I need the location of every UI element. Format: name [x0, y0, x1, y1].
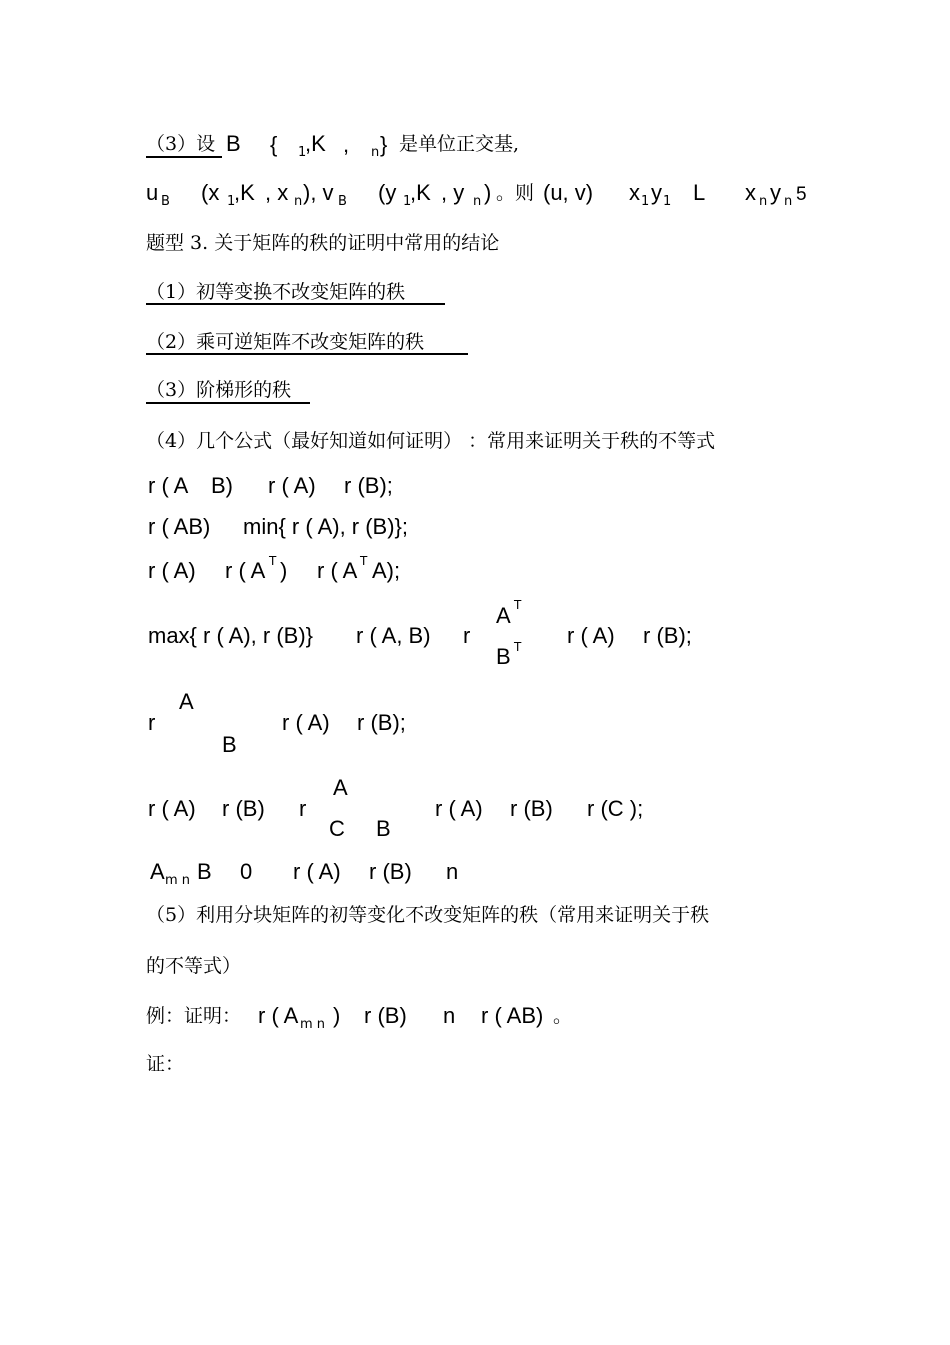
f4-top: A	[496, 603, 511, 628]
f1-b: B)	[211, 473, 233, 498]
yn-sub: n	[784, 194, 793, 209]
f3-b: r ( A	[225, 558, 266, 583]
inner-product: (u, v)	[543, 180, 594, 205]
rule-2-underline	[146, 353, 468, 355]
ellipsis-L: L	[693, 180, 706, 205]
f7-zero: 0	[240, 859, 253, 884]
item4-text: （4）几个公式（最好知道如何证明） ：常用来证明关于秩的不等式	[146, 430, 716, 452]
v-subscript: B	[338, 194, 347, 209]
f5-bot: B	[222, 732, 237, 757]
example-end: 。	[553, 1005, 573, 1027]
u-symbol: u	[146, 180, 159, 205]
u-subscript: B	[161, 194, 170, 209]
basis-symbol: B	[226, 131, 241, 156]
section-heading: 题型 3. 关于矩阵的秩的证明中常用的结论	[146, 232, 500, 254]
item3-text: 是单位正交基,	[399, 133, 520, 155]
x1-sub: 1	[641, 194, 650, 209]
example-e: r ( AB)	[481, 1003, 544, 1028]
xn-sub: n	[759, 194, 768, 209]
f4-a: max{ r ( A), r (B)}	[148, 623, 314, 648]
f3-g: A);	[372, 558, 401, 583]
f3-a: r ( A)	[148, 558, 196, 583]
f6-e: r (B)	[510, 796, 553, 821]
y1-term: y	[651, 180, 662, 205]
x1-term: x	[629, 180, 640, 205]
right-brace: }	[380, 132, 388, 157]
item3-label: （3）设	[146, 133, 216, 155]
f5-r: r	[148, 710, 156, 735]
f6-botl: C	[329, 816, 345, 841]
f4-bot-sup: T	[514, 640, 522, 654]
f4-d: r ( A)	[567, 623, 615, 648]
item5-line2: 的不等式）	[146, 955, 242, 977]
rule-3: （3）阶梯形的秩	[146, 379, 292, 401]
y-comma: , y	[441, 180, 465, 205]
f4-c: r	[463, 623, 471, 648]
f6-a: r ( A)	[148, 796, 196, 821]
then-text: 。则	[496, 182, 535, 204]
y-open: (y	[378, 180, 397, 205]
f3-c: T	[269, 554, 277, 568]
f4-top-sup: T	[514, 598, 522, 612]
y-K: ,K	[410, 180, 431, 205]
proof-label: 证：	[146, 1053, 185, 1075]
subscript-1: 1	[298, 145, 307, 160]
f2-a: r ( AB)	[148, 514, 211, 539]
f7-B: B	[197, 859, 212, 884]
example-label: 例：证明：	[146, 1005, 242, 1027]
x-sub-1: 1	[227, 194, 236, 209]
y-close: )	[484, 180, 492, 205]
example-a: r ( A	[258, 1003, 299, 1028]
left-brace: {	[270, 132, 278, 157]
trailing-five: 5	[796, 184, 807, 205]
f4-b: r ( A, B)	[356, 623, 431, 648]
f4-e: r (B);	[643, 623, 692, 648]
f6-b: r (B)	[222, 796, 265, 821]
f7-n: n	[446, 859, 459, 884]
example-c: r (B)	[364, 1003, 407, 1028]
x-sub-n: n	[294, 194, 303, 209]
f7-a: r ( A)	[293, 859, 341, 884]
f3-f: T	[360, 554, 368, 568]
subscript-n: n	[371, 145, 380, 160]
f4-bot: B	[496, 644, 511, 669]
f5-top: A	[179, 689, 194, 714]
yn-term: y	[770, 180, 781, 205]
f6-botr: B	[376, 816, 391, 841]
rule-2: （2）乘可逆矩阵不改变矩阵的秩	[146, 331, 425, 353]
item5-line1: （5）利用分块矩阵的初等变化不改变矩阵的秩（常用来证明关于秩	[146, 904, 710, 926]
f5-b: r (B);	[357, 710, 406, 735]
x-comma: , x	[265, 180, 289, 205]
f1-a: r ( A	[148, 473, 189, 498]
example-b: )	[333, 1003, 341, 1028]
f3-d: )	[280, 558, 288, 583]
f2-b: min{ r ( A), r (B)};	[243, 514, 409, 539]
rule-3-underline	[146, 402, 310, 404]
y-sub-1: 1	[403, 194, 412, 209]
x-open: (x	[201, 180, 220, 205]
item3-underline	[146, 156, 222, 158]
comma: ,	[343, 132, 350, 157]
f7-b: r (B)	[369, 859, 412, 884]
rule-1: （1）初等变换不改变矩阵的秩	[146, 281, 406, 303]
x-K: ,K	[234, 180, 255, 205]
example-d: n	[443, 1003, 456, 1028]
xn-term: x	[745, 180, 756, 205]
example-sub: m n	[300, 1017, 326, 1032]
f5-a: r ( A)	[282, 710, 330, 735]
y1-sub: 1	[663, 194, 672, 209]
f1-c: r ( A)	[268, 473, 316, 498]
f1-d: r (B);	[344, 473, 393, 498]
f6-f: r (C );	[587, 796, 644, 821]
f7-sub: m n	[165, 873, 191, 888]
ellipsis-K: ,K	[305, 131, 326, 156]
f7-A: A	[150, 859, 165, 884]
f3-e: r ( A	[317, 558, 358, 583]
f6-d: r ( A)	[435, 796, 483, 821]
y-sub-n: n	[473, 194, 482, 209]
x-close: ), v	[303, 180, 334, 205]
rule-1-underline	[146, 303, 445, 305]
f6-c: r	[299, 796, 307, 821]
f6-top: A	[333, 775, 348, 800]
